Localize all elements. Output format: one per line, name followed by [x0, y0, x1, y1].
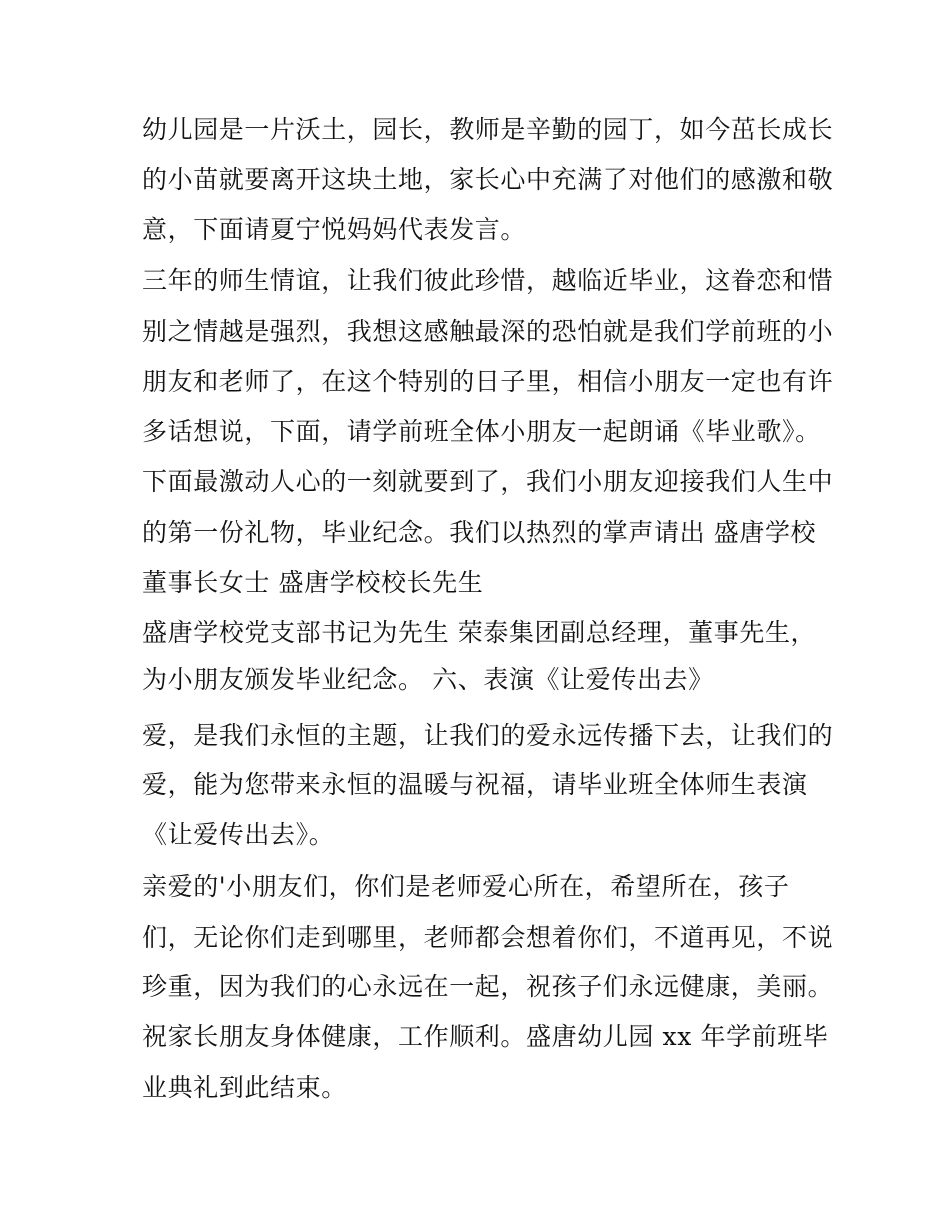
text-line: 别之情越是强烈，我想这感触最深的恐怕就是我们学前班的小 [142, 317, 834, 346]
text-line: 下面最激动人心的一刻就要到了，我们小朋友迎接我们人生中 [142, 467, 834, 496]
text-line: 意，下面请夏宁悦妈妈代表发言。 [142, 215, 527, 244]
text-line: 珍重，因为我们的心永远在一起，祝孩子们永远健康，美丽。 [142, 972, 834, 1001]
text-line: 朋友和老师了，在这个特别的日子里，相信小朋友一定也有许 [142, 367, 834, 396]
text-line: 盛唐学校党支部书记为先生 荣泰集团副总经理，董事先生， [142, 618, 817, 647]
text-line: 《让爱传出去》。 [142, 820, 335, 849]
text-line: 的第一份礼物，毕业纪念。我们以热烈的掌声请出 盛唐学校 [142, 518, 817, 547]
text-line: 们，无论你们走到哪里，老师都会想着你们，不道再见，不说 [142, 923, 834, 952]
text-line: 祝家长朋友身体健康，工作顺利。盛唐幼儿园 xx 年学前班毕 [142, 1022, 829, 1051]
text-line: 幼儿园是一片沃土，园长，教师是辛勤的园丁，如今茁长成长 [142, 115, 834, 144]
text-line: 亲爱的'小朋友们，你们是老师爱心所在，希望所在，孩子 [142, 872, 790, 901]
text-line: 多话想说，下面，请学前班全体小朋友一起朗诵《毕业歌》。 [142, 417, 821, 446]
text-line: 的小苗就要离开这块土地，家长心中充满了对他们的感激和敬 [142, 165, 834, 194]
text-line: 为小朋友颁发毕业纪念。 六、表演《让爱传出去》 [142, 665, 714, 694]
text-line: 董事长女士 盛唐学校校长先生 [142, 568, 484, 597]
text-line: 爱，能为您带来永恒的温暖与祝福，请毕业班全体师生表演 [142, 770, 808, 799]
text-line: 三年的师生情谊，让我们彼此珍惜，越临近毕业，这眷恋和惜 [142, 266, 834, 295]
text-line: 业典礼到此结束。 [142, 1073, 347, 1102]
text-line: 爱，是我们永恒的主题，让我们的爱永远传播下去，让我们的 [142, 721, 834, 750]
